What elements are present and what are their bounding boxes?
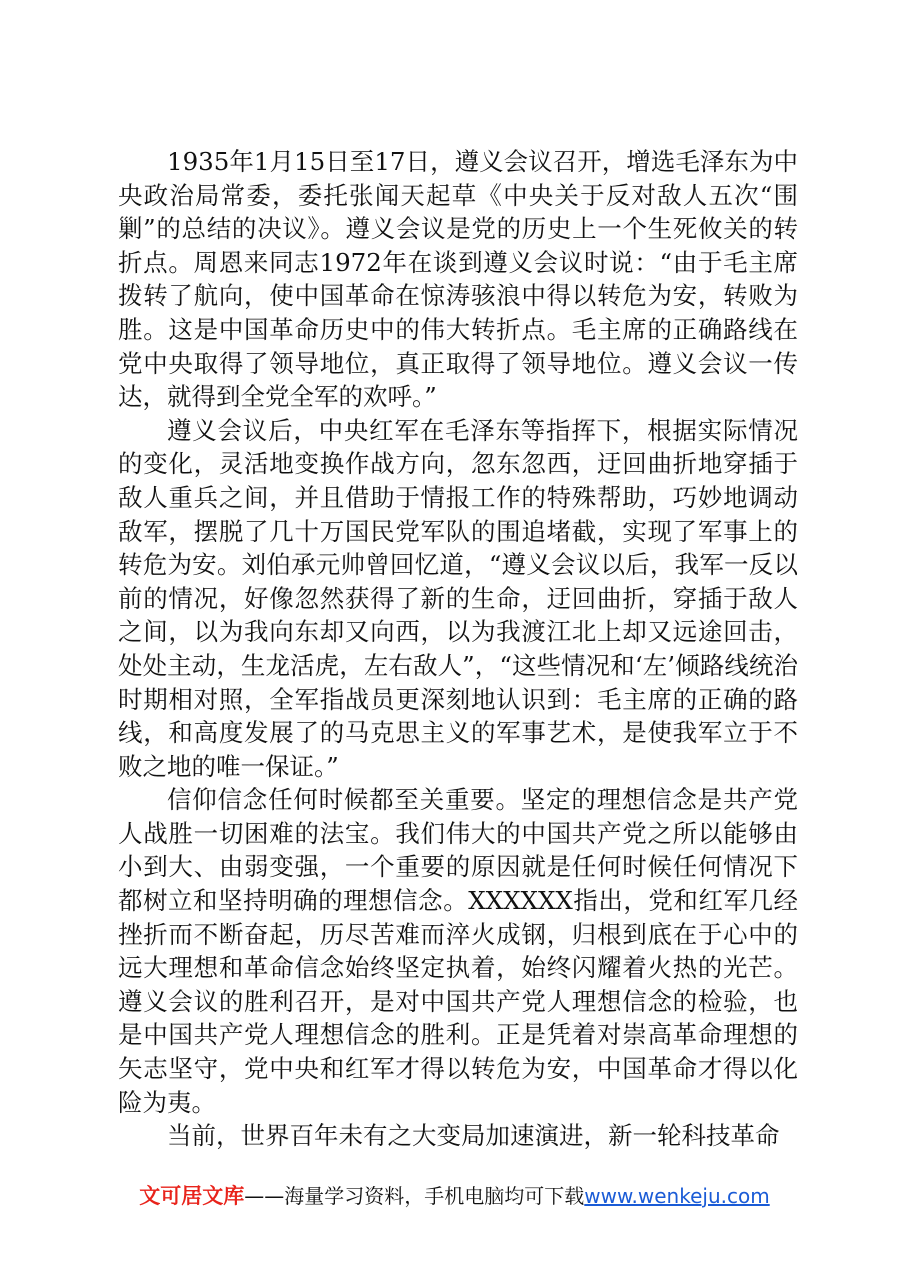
paragraph: 信仰信念任何时候都至关重要。坚定的理想信念是共产党人战胜一切困难的法宝。我们伟大的中国共产党之所以能够由小到大、由弱变强，一个重要的原因就是任何时候任何情况下都树立和坚持明确的理想信念。XXXXXX指出，党和红军几经挫折而不断奋起，历尽苦难而淬火成钢，归根到底在于心中的远大理想和革命信念始终坚定执着，始终闪耀着火热的光芒。遵义会议的胜利召开，是对中国共产党人理想信念的检验，也是中国共产党人理想信念的胜利。正是凭着对崇高革命理想的矢志坚守，党中央和红军才得以转危为安，中国革命才得以化险为夷。 (118, 785, 798, 1117)
website-link[interactable]: www.wenkeju.com (584, 1184, 770, 1208)
footer-tagline: ——海量学习资料，手机电脑均可下载 (244, 1184, 585, 1208)
footer-banner (0, 1182, 909, 1210)
document-body (118, 145, 798, 1153)
brand-name: 文可居文库 (139, 1184, 245, 1208)
paragraph: 1935年1月15日至17日，遵义会议召开，增选毛泽东为中央政治局常委，委托张闻天起草《中央关于反对敌人五次“围剿”的总结的决议》。遵义会议是党的历史上一个生死攸关的转折点。周恩来同志1972年在谈到遵义会议时说：“由于毛主席拨转了航向，使中国革命在惊涛骇浪中得以转危为安，转败为胜。这是中国革命历史中的伟大转折点。毛主席的正确路线在党中央取得了领导地位，真正取得了领导地位。遵义会议一传达，就得到全党全军的欢呼。” (118, 147, 798, 412)
paragraph: 当前，世界百年未有之大变局加速演进，新一轮科技革命 (167, 1121, 780, 1151)
paragraph: 遵义会议后，中央红军在毛泽东等指挥下，根据实际情况的变化，灵活地变换作战方向，忽东忽西，迂回曲折地穿插于敌人重兵之间，并且借助于情报工作的特殊帮助，巧妙地调动敌军，摆脱了几十万国民党军队的围追堵截，实现了军事上的转危为安。刘伯承元帅曾回忆道，“遵义会议以后，我军一反以前的情况，好像忽然获得了新的生命，迂回曲折，穿插于敌人之间，以为我向东却又向西，以为我渡江北上却又远途回击，处处主动，生龙活虎，左右敌人”，“这些情况和‘左’倾路线统治时期相对照，全军指战员更深刻地认识到：毛主席的正确的路线，和高度发展了的马克思主义的军事艺术，是使我军立于不败之地的唯一保证。” (118, 415, 798, 781)
